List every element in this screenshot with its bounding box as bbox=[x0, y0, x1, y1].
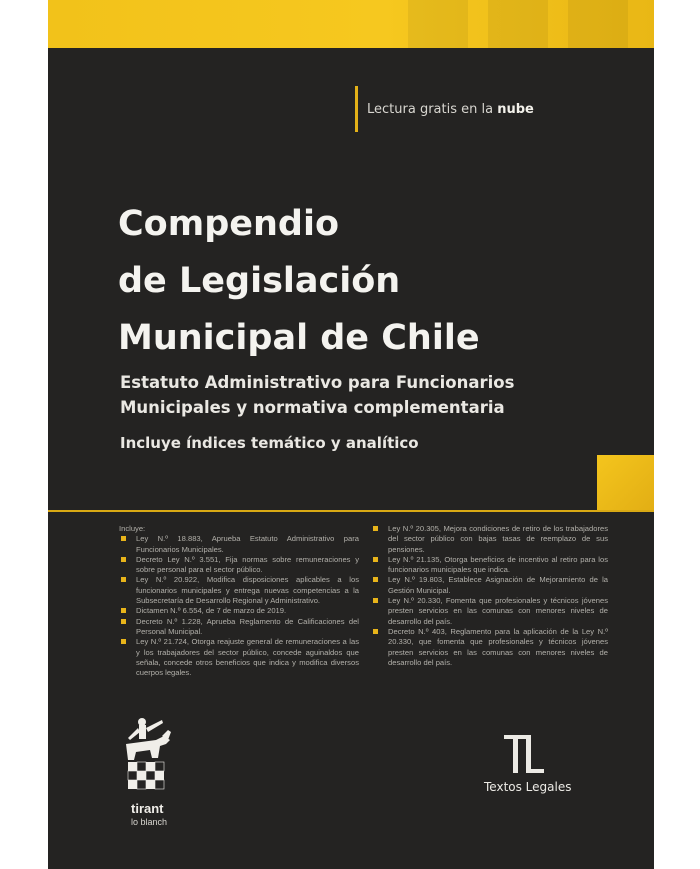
title-line: de Legislación bbox=[118, 261, 401, 301]
read-online-divider bbox=[355, 86, 358, 132]
contents-item: Decreto N.º 403, Reglamento para la aplicación de la Ley N.º 20.330, que fomenta que profesionales y técnicos jóvenes presten servicios en las comunas con menores niveles de desarrollo del país. bbox=[371, 627, 608, 668]
top-yellow-band bbox=[48, 0, 654, 48]
book-cover bbox=[48, 0, 654, 869]
contents-item: Ley N.º 20.922, Modifica disposiciones aplicables a los funcionarios municipales y entrega nuevas competencias a la Subsecretaría de Desarrollo Regional y Administrativo. bbox=[119, 575, 359, 606]
contents-item: Ley N.º 20.305, Mejora condiciones de retiro de los trabajadores del sector público con bajas tasas de reemplazo de sus pensiones. bbox=[371, 524, 608, 555]
contents-item: Ley N.º 20.330, Fomenta que profesionales y técnicos jóvenes presten servicios en las comunas con menores niveles de desarrollo del país. bbox=[371, 596, 608, 627]
subtitle-line: Municipales y normativa complementaria bbox=[120, 398, 505, 417]
read-online-label: Lectura gratis en la nube bbox=[367, 102, 534, 117]
knight-on-horse-icon bbox=[118, 714, 174, 800]
book-title bbox=[118, 196, 638, 367]
title-line: Compendio bbox=[118, 204, 340, 244]
contents-item: Ley N.º 21.724, Otorga reajuste general de remuneraciones a las y los trabajadores del sector público, concede aguinaldos que señala, concede otros beneficios que indica y modifica diversos cuerpos legales. bbox=[119, 637, 359, 678]
book-subtitle bbox=[120, 370, 640, 420]
publisher-subname: lo blanch bbox=[131, 817, 168, 827]
tl-monogram-icon bbox=[503, 734, 545, 774]
contents-left-column bbox=[119, 524, 359, 678]
subtitle-line: Estatuto Administrativo para Funcionarios bbox=[120, 373, 515, 392]
contents-item: Ley N.º 18.883, Aprueba Estatuto Administrativo para Funcionarios Municipales. bbox=[119, 534, 359, 555]
band-shade bbox=[488, 0, 548, 48]
accent-block bbox=[597, 455, 654, 511]
includes-indices-note: Incluye índices temático y analítico bbox=[120, 434, 419, 452]
publisher-name: tirant bbox=[131, 801, 164, 816]
series-name: Textos Legales bbox=[484, 780, 572, 794]
band-shade bbox=[568, 0, 628, 48]
contents-item: Ley N.º 19.803, Establece Asignación de Mejoramiento de la Gestión Municipal. bbox=[371, 575, 608, 596]
accent-line bbox=[48, 510, 654, 512]
title-line: Municipal de Chile bbox=[118, 318, 480, 358]
contents-right-column bbox=[371, 524, 608, 668]
contents-item: Dictamen N.º 6.554, de 7 de marzo de 2019. bbox=[119, 606, 359, 616]
contents-item: Decreto Ley N.º 3.551, Fija normas sobre remuneraciones y sobre personal para el sector público. bbox=[119, 555, 359, 576]
contents-item: Ley N.º 21.135, Otorga beneficios de incentivo al retiro para los funcionarios municipales que indica. bbox=[371, 555, 608, 576]
band-shade bbox=[408, 0, 468, 48]
includes-label: Incluye: bbox=[119, 524, 146, 533]
contents-item: Decreto N.º 1.228, Aprueba Reglamento de Calificaciones del Personal Municipal. bbox=[119, 617, 359, 638]
contents-list-right bbox=[371, 524, 608, 668]
contents-list-left bbox=[119, 534, 359, 678]
